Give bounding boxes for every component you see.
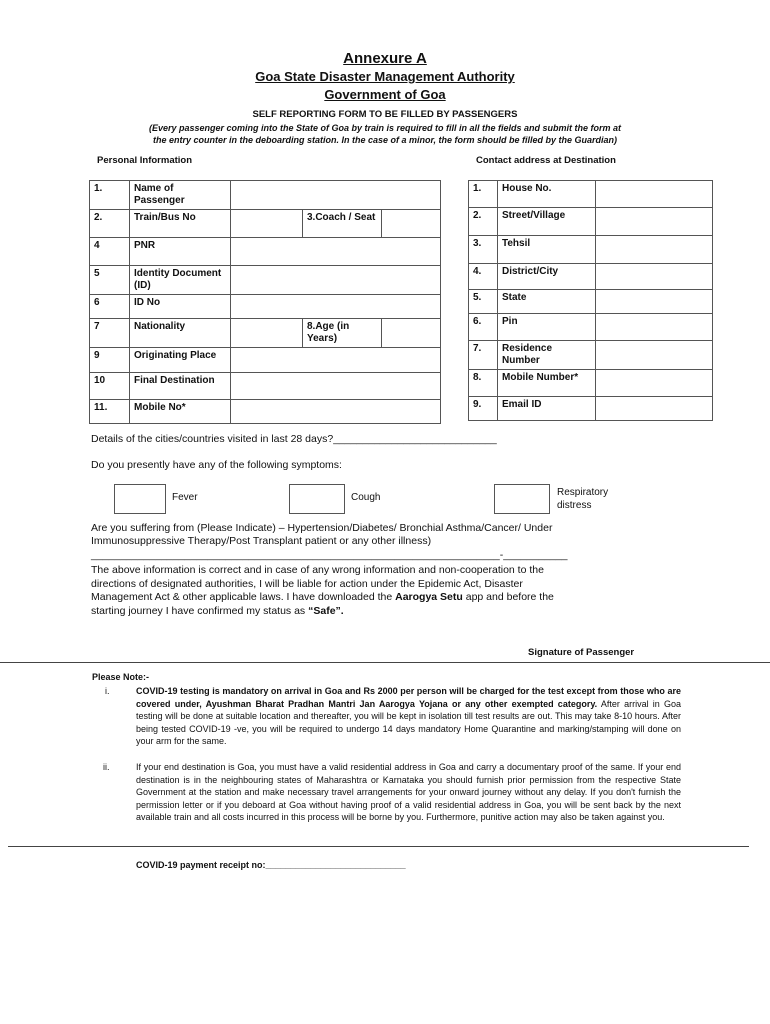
final-destination-input[interactable] bbox=[231, 373, 441, 400]
row-number: 7 bbox=[90, 319, 130, 348]
district-city-input[interactable] bbox=[596, 264, 713, 290]
field-label: Residence Number bbox=[498, 341, 596, 370]
contact-address-heading: Contact address at Destination bbox=[476, 155, 616, 166]
please-note-heading: Please Note:- bbox=[92, 672, 150, 682]
field-label: Street/Village bbox=[498, 208, 596, 236]
field-label: Train/Bus No bbox=[130, 210, 231, 238]
state-input[interactable] bbox=[596, 290, 713, 314]
illness-answer-line[interactable]: ______________________________________________________________________-___________ bbox=[91, 549, 568, 561]
government-title: Government of Goa bbox=[324, 87, 446, 102]
row-number: 4 bbox=[90, 238, 130, 266]
respiratory-distress-label: Respiratory distress bbox=[557, 487, 609, 511]
field-label: Pin bbox=[498, 314, 596, 341]
cities-visited-question[interactable]: Details of the cities/countries visited in last 28 days?____________________________ bbox=[91, 433, 497, 445]
field-label: 8.Age (in Years) bbox=[303, 319, 382, 348]
declaration-line-4: starting journey I have confirmed my status as bbox=[91, 604, 309, 617]
row-number: 9. bbox=[469, 397, 498, 421]
contact-address-table bbox=[468, 180, 713, 421]
identity-document-input[interactable] bbox=[231, 266, 441, 295]
authority-title: Goa State Disaster Management Authority bbox=[255, 69, 515, 84]
field-label: Final Destination bbox=[130, 373, 231, 400]
declaration-line-3-end: app and before the bbox=[462, 591, 554, 603]
declaration-line-1: The above information is correct and in case of any wrong information and non-cooperation to the bbox=[91, 564, 544, 576]
tehsil-input[interactable] bbox=[596, 236, 713, 264]
suffering-question-line-2: Immunosuppressive Therapy/Post Transplant patient or any other illness) bbox=[91, 535, 432, 547]
form-title: SELF REPORTING FORM TO BE FILLED BY PASSENGERS bbox=[252, 109, 518, 120]
age-input[interactable] bbox=[382, 319, 441, 348]
symptoms-question: Do you presently have any of the following symptoms: bbox=[91, 459, 342, 471]
payment-receipt-field[interactable]: COVID-19 payment receipt no:____________________________ bbox=[136, 860, 406, 870]
field-label: ID No bbox=[130, 295, 231, 319]
row-number: 2. bbox=[469, 208, 498, 236]
coach-seat-input[interactable] bbox=[382, 210, 441, 238]
declaration-line-2: directions of designated authorities, I will be liable for action under the Epidemic Act, Disaster bbox=[91, 577, 523, 590]
row-number: 6. bbox=[469, 314, 498, 341]
note-2: If your end destination is Goa, you must have a valid residential address in Goa and carry a documentary proof of the same. If your end destination is in the neighbouring states of Maharashtra or Karnataka you should furnish prior permission from the respective State Government at the station and make necessary travel arrangements for your onward journey without any delay. If you don't furnish the permission letter or if you deboard at Goa without having proof of a valid residential address in Goa, you will be sent back by the next available train and all costs incurred in this process will be borne by you. Furthermore, punitive action may also be taken against you. bbox=[136, 762, 681, 823]
divider bbox=[0, 662, 770, 663]
row-number: 2. bbox=[90, 210, 130, 238]
row-number: 8. bbox=[469, 370, 498, 397]
row-number: 5 bbox=[90, 266, 130, 295]
mobile-no-input[interactable] bbox=[231, 400, 441, 424]
row-number: 11. bbox=[90, 400, 130, 424]
fever-checkbox[interactable] bbox=[114, 484, 166, 514]
note-1-text: After arrival in Goa testing will be done at suitable location and thereafter, you will be kept in isolation till test results are out. This may take 8-10 hours. After being tested COVID-19 -ve, you will be required to undergo 14 days mandatory Home Quarantine and marking/stamping will done on your arm for the same. bbox=[136, 698, 681, 747]
row-number: 1. bbox=[90, 181, 130, 210]
annexure-title: Annexure A bbox=[343, 50, 427, 67]
email-id-input[interactable] bbox=[596, 397, 713, 421]
mobile-number-input[interactable] bbox=[596, 370, 713, 397]
signature-label: Signature of Passenger bbox=[528, 647, 635, 658]
fever-label: Fever bbox=[172, 492, 198, 503]
suffering-question-line-1: Are you suffering from (Please Indicate) – Hypertension/Diabetes/ Bronchial Asthma/Cancer/ Under bbox=[91, 522, 553, 534]
row-number: 7. bbox=[469, 341, 498, 370]
cough-checkbox[interactable] bbox=[289, 484, 345, 514]
field-label: Tehsil bbox=[498, 236, 596, 264]
field-label: Name of Passenger bbox=[130, 181, 231, 210]
row-number: 1. bbox=[469, 181, 498, 208]
row-number: 3. bbox=[469, 236, 498, 264]
field-label: Mobile Number* bbox=[498, 370, 596, 397]
field-label: Identity Document (ID) bbox=[130, 266, 231, 295]
field-label: Originating Place bbox=[130, 348, 231, 373]
field-label: District/City bbox=[498, 264, 596, 290]
note-1 bbox=[136, 685, 681, 748]
row-number: 10 bbox=[90, 373, 130, 400]
cough-label: Cough bbox=[351, 492, 381, 503]
aarogya-setu-name: Aarogya Setu bbox=[395, 591, 463, 603]
divider bbox=[8, 846, 749, 847]
note-1-bold-text: COVID-19 testing is mandatory on arrival in Goa and Rs 2000 per person will be charged for the test except from those who are covered under, Ayushman Bharat Pradhan Mantri Jan Aarogya Yojana or any other exempted category. bbox=[136, 686, 681, 709]
pin-input[interactable] bbox=[596, 314, 713, 341]
id-no-input[interactable] bbox=[231, 295, 441, 319]
personal-info-table bbox=[89, 180, 441, 424]
instruction-line-2: the entry counter in the deboarding station. In the case of a minor, the form should be filled by the Guardian) bbox=[152, 135, 618, 145]
train-bus-no-input[interactable] bbox=[231, 210, 303, 238]
row-number: 4. bbox=[469, 264, 498, 290]
residence-number-input[interactable] bbox=[596, 341, 713, 370]
respiratory-distress-checkbox[interactable] bbox=[494, 484, 550, 514]
passenger-name-input[interactable] bbox=[231, 181, 441, 210]
nationality-input[interactable] bbox=[231, 319, 303, 348]
instruction-line-1: (Every passenger coming into the State of Goa by train is required to fill in all the fields and submit the form at bbox=[148, 123, 622, 133]
field-label: Nationality bbox=[130, 319, 231, 348]
safe-status: “Safe”. bbox=[308, 604, 344, 617]
row-number: 5. bbox=[469, 290, 498, 314]
row-number: 6 bbox=[90, 295, 130, 319]
originating-place-input[interactable] bbox=[231, 348, 441, 373]
field-label: Email ID bbox=[498, 397, 596, 421]
personal-info-heading: Personal Information bbox=[97, 155, 193, 166]
field-label: State bbox=[498, 290, 596, 314]
note-2-number: ii. bbox=[103, 762, 110, 772]
street-village-input[interactable] bbox=[596, 208, 713, 236]
row-number: 9 bbox=[90, 348, 130, 373]
field-label: PNR bbox=[130, 238, 231, 266]
declaration-text bbox=[91, 564, 554, 618]
note-1-number: i. bbox=[105, 686, 110, 696]
pnr-input[interactable] bbox=[231, 238, 441, 266]
house-no-input[interactable] bbox=[596, 181, 713, 208]
field-label: Mobile No* bbox=[130, 400, 231, 424]
declaration-line-3: Management Act & other applicable laws. I have downloaded the bbox=[91, 591, 396, 603]
field-label: 3.Coach / Seat bbox=[303, 210, 382, 238]
field-label: House No. bbox=[498, 181, 596, 208]
